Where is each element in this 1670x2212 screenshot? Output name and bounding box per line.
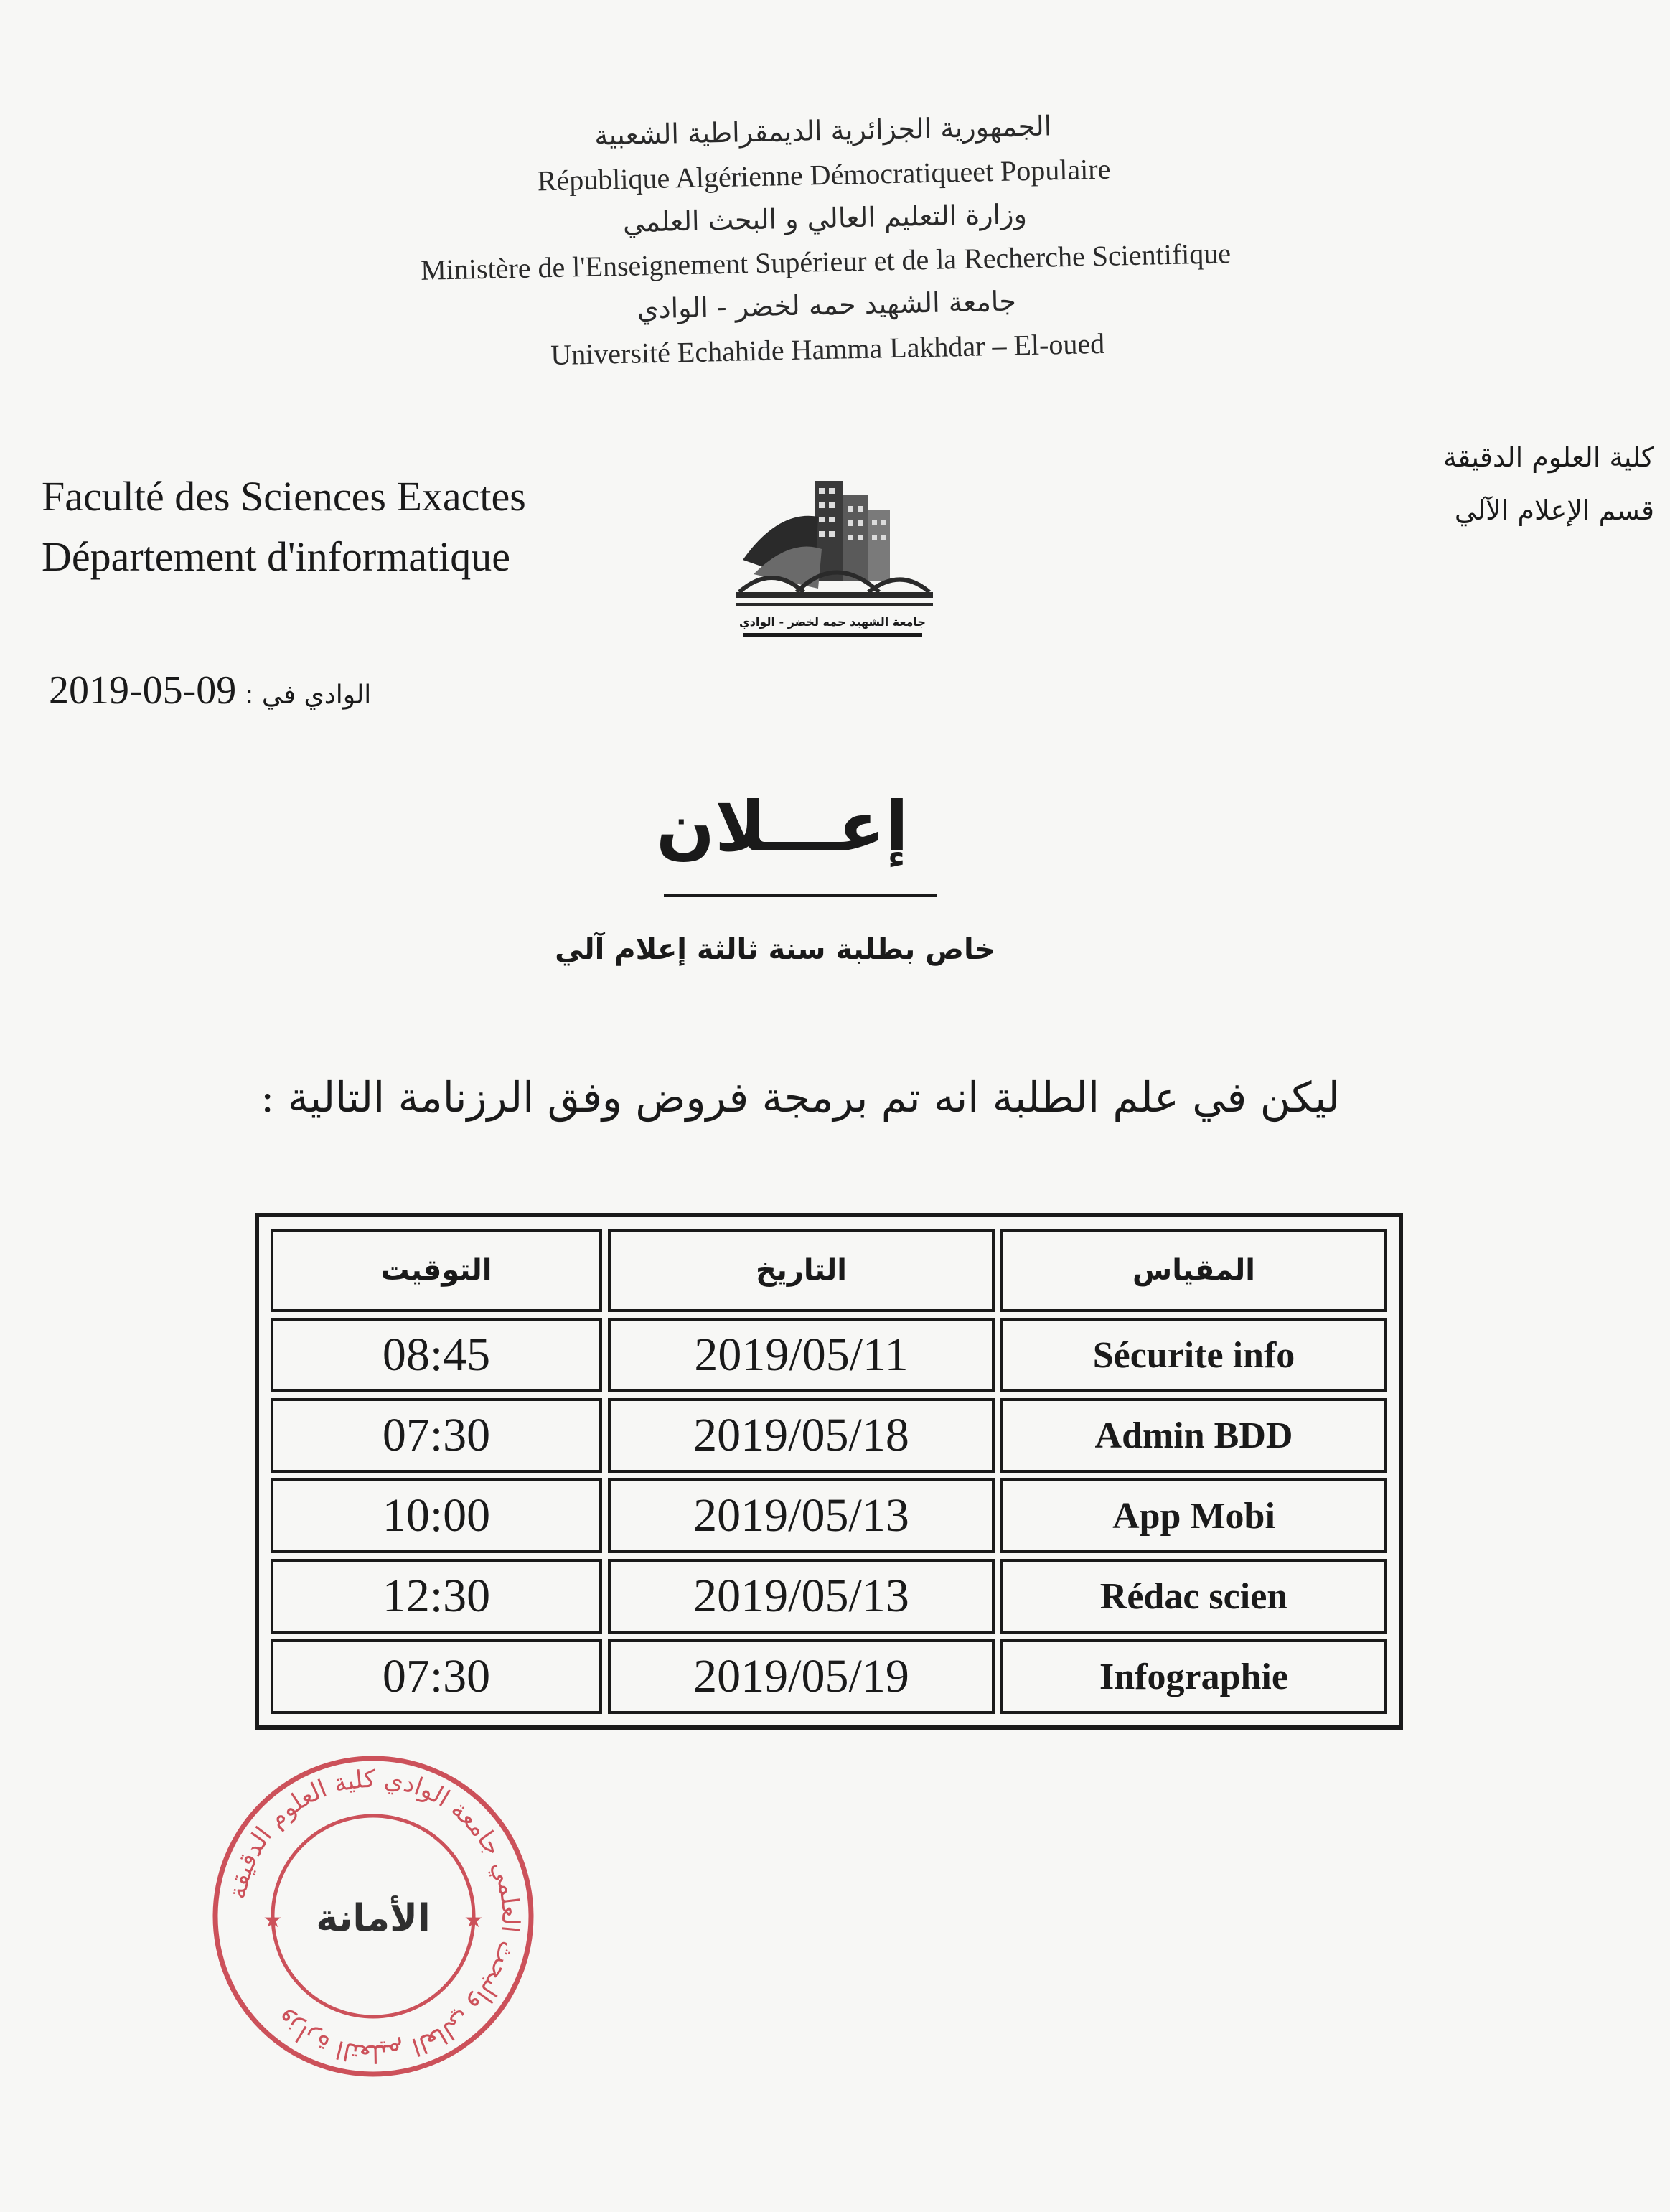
- ministry-ar: وزارة التعليم العالي و البحث العلمي: [622, 197, 1028, 238]
- row-time: 12:30: [271, 1559, 602, 1634]
- date-line: [49, 667, 371, 713]
- row-subject: Infographie: [1000, 1639, 1387, 1714]
- svg-text:★: ★: [263, 1908, 283, 1932]
- header-subject: المقياس: [1000, 1229, 1387, 1312]
- announcement-subtitle: خاص بطلبة سنة ثالثة إعلام آلي: [555, 933, 995, 966]
- table-row: [271, 1478, 1387, 1553]
- department-name-ar: قسم الإعلام الآلي: [1454, 495, 1654, 527]
- official-stamp-icon: [208, 1751, 538, 2081]
- row-subject: Sécurite info: [1000, 1318, 1387, 1392]
- document-date: 2019-05-09: [49, 668, 237, 713]
- university-fr: Université Echahide Hamma Lakhdar – El-oued: [550, 327, 1105, 371]
- row-subject: App Mobi: [1000, 1478, 1387, 1553]
- exam-schedule-table: [255, 1213, 1403, 1730]
- stamp-ring-text: وزارة التعليم العالي والبحث العلمي جامعة الوادي كلية العلوم الدقيقة: [222, 1764, 525, 2068]
- row-time: 07:30: [271, 1639, 602, 1714]
- department-name-fr: Département d'informatique: [42, 533, 511, 581]
- table-row: [271, 1398, 1387, 1473]
- date-label: الوادي في :: [245, 680, 372, 710]
- university-logo-icon: [728, 467, 937, 653]
- faculty-name-ar: كلية العلوم الدقيقة: [1443, 441, 1654, 473]
- announcement-notice: ليكن في علم الطلبة انه تم برمجة فروض وفق الرزنامة التالية :: [260, 1073, 1341, 1122]
- faculty-block-fr: [42, 467, 526, 587]
- header-time: التوقيت: [271, 1229, 602, 1312]
- table-row: [271, 1639, 1387, 1714]
- table-header-row: [271, 1229, 1387, 1312]
- header-date: التاريخ: [608, 1229, 995, 1312]
- republic-fr: République Algérienne Démocratiqueet Populaire: [537, 152, 1111, 197]
- table-row: [271, 1318, 1387, 1392]
- table-row: [271, 1559, 1387, 1634]
- row-time: 08:45: [271, 1318, 602, 1392]
- stamp-center-text: الأمانة: [316, 1897, 431, 1940]
- title-underline: [664, 894, 937, 897]
- row-date: 2019/05/19: [608, 1639, 995, 1714]
- row-date: 2019/05/11: [608, 1318, 995, 1392]
- svg-text:★: ★: [464, 1908, 484, 1932]
- university-ar: جامعة الشهيد حمه لخضر - الوادي: [637, 285, 1017, 325]
- row-date: 2019/05/13: [608, 1478, 995, 1553]
- faculty-name-fr: Faculté des Sciences Exactes: [42, 473, 526, 520]
- logo-caption: جامعة الشهيد حمه لخضر - الوادي: [739, 615, 926, 629]
- faculty-block-ar: [1338, 431, 1654, 537]
- row-subject: Admin BDD: [1000, 1398, 1387, 1473]
- row-time: 10:00: [271, 1478, 602, 1553]
- ministry-fr: Ministère de l'Enseignement Supérieur et de la Recherche Scientifique: [420, 237, 1232, 286]
- row-date: 2019/05/18: [608, 1398, 995, 1473]
- republic-ar: الجمهورية الجزائرية الديمقراطية الشعبية: [594, 110, 1052, 151]
- row-date: 2019/05/13: [608, 1559, 995, 1634]
- row-subject: Rédac scien: [1000, 1559, 1387, 1634]
- announcement-title: إعـــلان: [656, 787, 909, 867]
- row-time: 07:30: [271, 1398, 602, 1473]
- document-header: [284, 103, 1366, 378]
